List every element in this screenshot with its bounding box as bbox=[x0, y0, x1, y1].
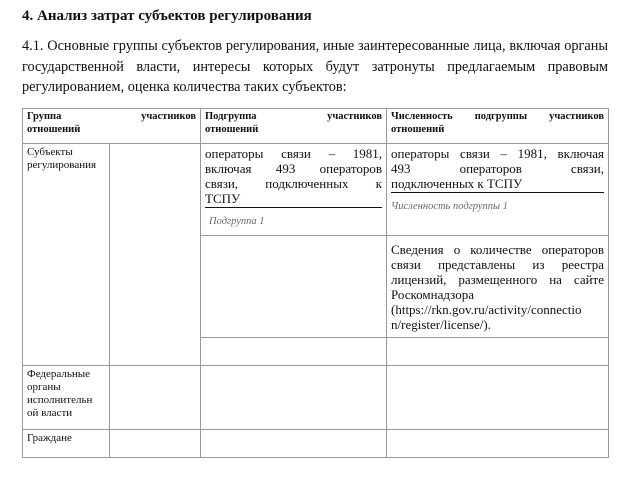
count-hint: Численность подгруппы 1 bbox=[391, 201, 508, 212]
cell-line: Федеральные bbox=[27, 368, 91, 380]
header-text: участников bbox=[327, 111, 382, 122]
header-count bbox=[387, 109, 609, 144]
cell-line: связи, подключенных к bbox=[205, 176, 382, 191]
cell-group: Граждане bbox=[23, 430, 110, 458]
table-header-row bbox=[23, 109, 609, 144]
cell-line: включая 493 операторов bbox=[205, 161, 382, 176]
paragraph-line: 4.1. Основные группы субъектов регулирования, иные заинтересованные лица, включая органы bbox=[22, 38, 608, 54]
cell-line: Сведения о количестве операторов bbox=[391, 242, 604, 257]
cell-group: Субъекты регулирования bbox=[23, 144, 110, 366]
cell-line: операторы связи – 1981, включая bbox=[391, 146, 604, 161]
cell-line: ТСПУ bbox=[205, 191, 382, 208]
header-group bbox=[23, 109, 201, 144]
cell-empty bbox=[201, 236, 387, 338]
cell-line: подключенных к ТСПУ bbox=[391, 176, 604, 193]
cell-line: связи представлены из реестра bbox=[391, 257, 604, 272]
cell-group bbox=[23, 366, 110, 430]
cell-source bbox=[387, 236, 609, 338]
cell-subgroup bbox=[201, 144, 387, 236]
section-paragraph bbox=[22, 36, 608, 98]
cell-line: n/register/license/). bbox=[391, 317, 491, 332]
cell-empty bbox=[201, 366, 387, 430]
cell-empty bbox=[201, 338, 387, 366]
paragraph-line: регулированием, оценка количества таких субъектов: bbox=[22, 79, 347, 95]
table-row bbox=[23, 366, 609, 430]
header-subgroup bbox=[201, 109, 387, 144]
cell-line: органы bbox=[27, 381, 61, 393]
cell-empty bbox=[110, 430, 201, 458]
header-text: отношений bbox=[27, 123, 81, 135]
cell-count bbox=[387, 144, 609, 236]
cell-empty bbox=[110, 144, 201, 366]
section-heading: 4. Анализ затрат субъектов регулирования bbox=[22, 8, 312, 24]
cell-line: (https://rkn.gov.ru/activity/connectio bbox=[391, 302, 582, 317]
regulation-subjects-table bbox=[22, 108, 609, 458]
table-row bbox=[23, 144, 609, 236]
table-row bbox=[23, 430, 609, 458]
cell-empty bbox=[387, 366, 609, 430]
header-text: Подгруппа bbox=[205, 111, 257, 122]
header-text: участников bbox=[141, 111, 196, 122]
header-text: отношений bbox=[391, 123, 445, 135]
header-text: отношений bbox=[205, 123, 259, 135]
cell-empty bbox=[110, 366, 201, 430]
paragraph-line: государственной власти, интересы которых будут затронуты предлагаемым правовым bbox=[22, 58, 608, 75]
subgroup-hint: Подгруппа 1 bbox=[209, 216, 265, 227]
cell-line: лицензий, размещенного на сайте bbox=[391, 272, 604, 287]
header-text: Численность подгруппы участников bbox=[391, 111, 604, 122]
cell-empty bbox=[387, 338, 609, 366]
cell-empty bbox=[387, 430, 609, 458]
cell-empty bbox=[201, 430, 387, 458]
cell-line: ой власти bbox=[27, 407, 73, 419]
cell-line: 493 операторов связи, bbox=[391, 161, 604, 176]
cell-line: исполнительн bbox=[27, 394, 93, 406]
header-text: Группа bbox=[27, 111, 62, 122]
cell-line: операторы связи – 1981, bbox=[205, 146, 382, 161]
cell-line: Роскомнадзора bbox=[391, 287, 474, 302]
